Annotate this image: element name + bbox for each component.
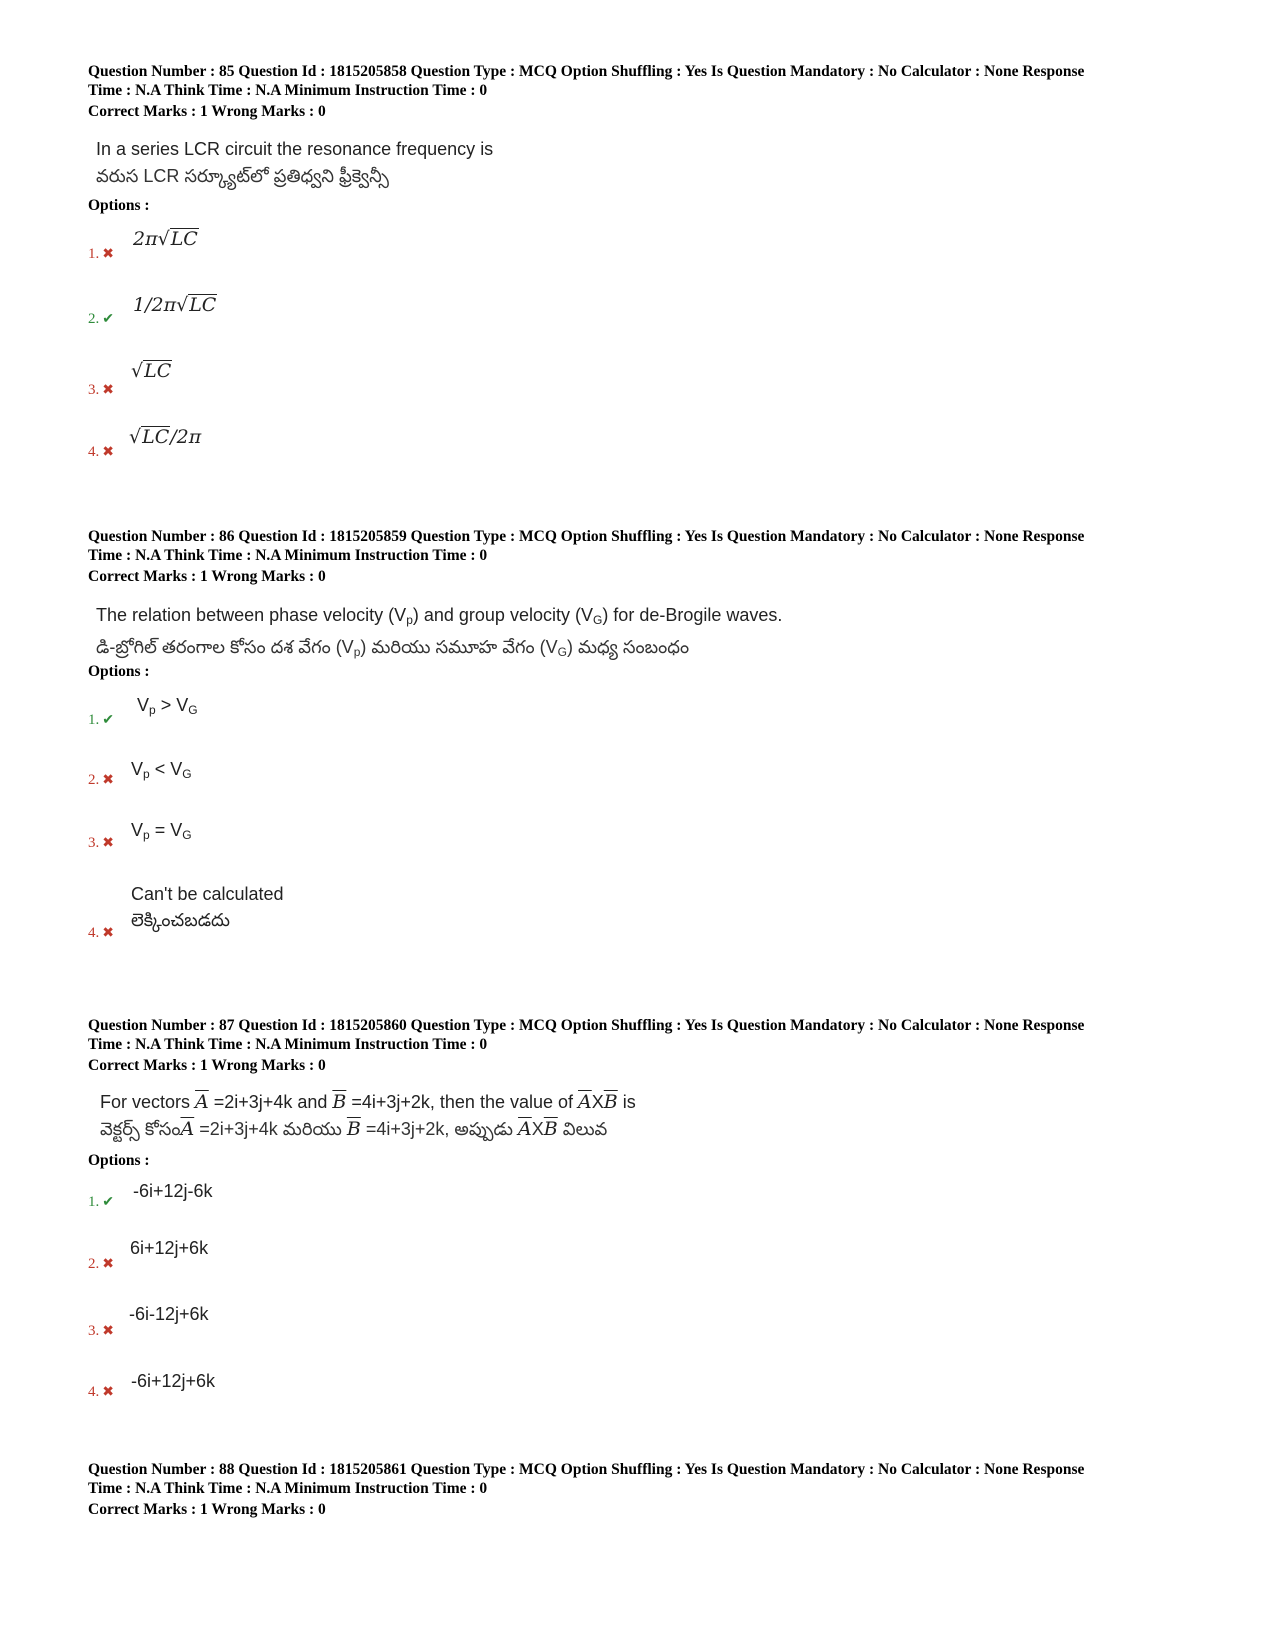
cross-icon: ✖ <box>102 383 114 398</box>
q87-te-cross-x: X <box>531 1119 544 1139</box>
q86-option-4-text <box>131 881 284 933</box>
cross-icon: ✖ <box>102 773 114 788</box>
q86-meta <box>88 527 1198 565</box>
q87-te-vector-b: $\overline{B}$ <box>346 1118 361 1140</box>
q87-stem-te-d: విలువ <box>557 1119 608 1139</box>
q86-option-1-op: > V <box>155 695 189 715</box>
q87-cross-x: X <box>591 1092 604 1112</box>
q87-stem-en-c: =4i+3j+2k, then the value of <box>346 1092 579 1112</box>
q86-stem <box>96 602 782 666</box>
q87-stem-te-c: =4i+3j+2k, అప్పుడు <box>360 1119 519 1139</box>
q87-option-1-number <box>88 1194 114 1211</box>
q87-meta-line-1: Question Number : 87 Question Id : 1815205860 Question Type : MCQ Option Shuffling : Yes Is Question Mandatory : No Calculator : None Response <box>88 1017 1085 1034</box>
q87-meta <box>88 1016 1198 1054</box>
q87-vector-b-cross: $\overline{B}$ <box>603 1091 618 1113</box>
q86-option-2-sub-1: p <box>143 767 150 781</box>
q86-stem-en-part-a: The relation between phase velocity (V <box>96 605 407 625</box>
q87-stem <box>100 1089 636 1143</box>
q87-te-vector-a-cross: $\overline{A}$ <box>518 1118 532 1140</box>
q86-stem-te-sub-p: p <box>353 645 361 659</box>
q88-meta-line-2: Time : N.A Think Time : N.A Minimum Instruction Time : 0 <box>88 1480 488 1497</box>
q85-option-3-number <box>88 382 114 399</box>
q87-marks: Correct Marks : 1 Wrong Marks : 0 <box>88 1057 326 1074</box>
q87-option-1-num: 1. <box>88 1194 100 1210</box>
q85-option-3-text <box>131 358 172 384</box>
q85-option-2-radicand: LC <box>189 294 217 316</box>
q85-option-1-text <box>133 226 199 252</box>
q86-stem-telugu <box>96 634 782 666</box>
q85-option-4-text <box>129 424 201 450</box>
q85-option-3-radicand: LC <box>144 360 172 382</box>
q86-stem-te-sub-g: G <box>557 645 567 659</box>
q86-stem-te-part-c: ) మరియు సమూహ వేగం (V <box>360 637 558 657</box>
q86-option-2-op: < V <box>149 759 183 779</box>
q86-option-1-sub-1: p <box>149 703 156 717</box>
q87-option-2-number <box>88 1256 114 1273</box>
q86-option-3-number <box>88 835 114 852</box>
check-icon: ✔ <box>102 1195 114 1210</box>
q85-meta-line-1: Question Number : 85 Question Id : 1815205858 Question Type : MCQ Option Shuffling : Yes Is Question Mandatory : No Calculator : None Response <box>88 63 1085 80</box>
q87-stem-en-b: =2i+3j+4k and <box>208 1092 333 1112</box>
q85-option-4-num: 4. <box>88 444 100 460</box>
q87-stem-telugu <box>100 1116 636 1143</box>
q87-options-label: Options : <box>88 1152 150 1169</box>
q87-vector-a-cross: $\overline{A}$ <box>578 1091 592 1113</box>
q85-option-2-num: 2. <box>88 311 100 327</box>
q86-meta-line-2: Time : N.A Think Time : N.A Minimum Instruction Time : 0 <box>88 547 488 564</box>
q86-option-1-v: V <box>137 695 150 715</box>
q86-option-3-op: = V <box>149 820 183 840</box>
cross-icon: ✖ <box>102 836 114 851</box>
q86-marks: Correct Marks : 1 Wrong Marks : 0 <box>88 568 326 585</box>
q87-te-vector-a: $\overline{A}$ <box>180 1118 195 1140</box>
q86-stem-te-part-a: డి-బ్రోగిల్ తరంగాల కోసం దశ వేగం (V <box>96 637 354 657</box>
q85-meta <box>88 62 1198 100</box>
q86-options-label: Options : <box>88 663 150 680</box>
q86-option-3-sub-2: G <box>182 828 192 842</box>
q85-option-2-number <box>88 311 114 328</box>
q86-option-1-text <box>137 692 198 723</box>
q85-option-4-number <box>88 444 114 461</box>
q86-option-4-telugu: లెక్కించబడదు <box>131 910 230 930</box>
q85-marks: Correct Marks : 1 Wrong Marks : 0 <box>88 103 326 120</box>
q86-option-2-num: 2. <box>88 772 100 788</box>
q86-option-1-sub-2: G <box>188 703 198 717</box>
q86-option-1-number <box>88 712 114 729</box>
q87-vector-a: $\overline{A}$ <box>195 1091 209 1113</box>
radical-sign: √ <box>176 294 189 316</box>
q86-stem-en-part-c: ) and group velocity (V <box>412 605 593 625</box>
q87-option-3-text: -6i-12j+6k <box>129 1304 209 1324</box>
check-icon: ✔ <box>102 312 114 327</box>
q87-meta-line-2: Time : N.A Think Time : N.A Minimum Instruction Time : 0 <box>88 1036 488 1053</box>
q86-stem-english <box>96 602 782 634</box>
cross-icon: ✖ <box>102 926 114 941</box>
q86-option-4-english: Can't be calculated <box>131 884 284 904</box>
q86-option-3-sub-1: p <box>143 828 150 842</box>
q87-option-1-text: -6i+12j-6k <box>133 1181 213 1201</box>
q87-option-4-text: -6i+12j+6k <box>131 1371 216 1391</box>
q85-meta-line-2: Time : N.A Think Time : N.A Minimum Instruction Time : 0 <box>88 82 488 99</box>
q85-options-label: Options : <box>88 197 150 214</box>
q87-stem-en-a: For vectors <box>100 1092 196 1112</box>
check-icon: ✔ <box>102 713 114 728</box>
q88-meta <box>88 1460 1198 1498</box>
radical-sign: √ <box>129 426 142 448</box>
q86-option-2-text <box>131 756 192 787</box>
q85-option-4-suffix: /2π <box>170 426 202 448</box>
q86-option-4-number <box>88 925 114 942</box>
q86-option-2-sub-2: G <box>182 767 192 781</box>
q85-option-4-radicand: LC <box>142 426 170 448</box>
q85-stem <box>96 136 493 190</box>
q87-vector-b: $\overline{B}$ <box>332 1091 347 1113</box>
q85-option-1-number <box>88 246 114 263</box>
q86-stem-te-part-e: ) మధ్య సంబంధం <box>566 637 690 657</box>
q87-option-4-num: 4. <box>88 1384 100 1400</box>
cross-icon: ✖ <box>102 445 114 460</box>
q85-option-3-num: 3. <box>88 382 100 398</box>
q85-option-2-text <box>133 292 217 318</box>
cross-icon: ✖ <box>102 1385 114 1400</box>
q87-stem-te-a: వెక్టర్స్ కోసం <box>100 1119 181 1139</box>
q85-option-1-radicand: LC <box>170 228 198 250</box>
q86-meta-line-1: Question Number : 86 Question Id : 1815205859 Question Type : MCQ Option Shuffling : Yes Is Question Mandatory : No Calculator : None Response <box>88 528 1085 545</box>
radical-sign: √ <box>157 228 170 250</box>
q86-option-2-v: V <box>131 759 144 779</box>
q88-marks: Correct Marks : 1 Wrong Marks : 0 <box>88 1501 326 1518</box>
q87-stem-te-b: =2i+3j+4k మరియు <box>194 1119 347 1139</box>
q85-option-1-prefix: 2π <box>133 228 158 250</box>
q87-option-2-text: 6i+12j+6k <box>130 1238 209 1258</box>
cross-icon: ✖ <box>102 247 114 262</box>
q85-option-1-num: 1. <box>88 246 100 262</box>
q86-option-3-num: 3. <box>88 835 100 851</box>
q87-stem-en-d: is <box>617 1092 636 1112</box>
q86-stem-en-sub-p: p <box>406 613 413 627</box>
cross-icon: ✖ <box>102 1324 114 1339</box>
q87-option-3-num: 3. <box>88 1323 100 1339</box>
q85-stem-telugu: వరుస LCR సర్క్యూట్‌లో ప్రతిధ్వని ఫ్రీక్వెన్సీ <box>96 166 389 186</box>
q86-option-4-num: 4. <box>88 925 100 941</box>
q87-option-3-number <box>88 1323 114 1340</box>
q87-te-vector-b-cross: $\overline{B}$ <box>543 1118 558 1140</box>
q87-option-2-num: 2. <box>88 1256 100 1272</box>
q86-stem-en-sub-g: G <box>592 613 603 627</box>
radical-sign: √ <box>131 360 144 382</box>
q85-option-2-prefix: 1/2π <box>133 294 177 316</box>
q86-option-1-num: 1. <box>88 712 100 728</box>
q87-option-4-number <box>88 1384 114 1401</box>
cross-icon: ✖ <box>102 1257 114 1272</box>
q86-option-2-number <box>88 772 114 789</box>
q86-option-3-v: V <box>131 820 144 840</box>
q86-stem-en-part-e: ) for de-Brogile waves. <box>602 605 783 625</box>
q86-option-3-text <box>131 817 192 848</box>
q87-stem-english <box>100 1089 636 1116</box>
q85-stem-english: In a series LCR circuit the resonance frequency is <box>96 139 494 159</box>
q88-meta-line-1: Question Number : 88 Question Id : 1815205861 Question Type : MCQ Option Shuffling : Yes Is Question Mandatory : No Calculator : None Response <box>88 1461 1085 1478</box>
